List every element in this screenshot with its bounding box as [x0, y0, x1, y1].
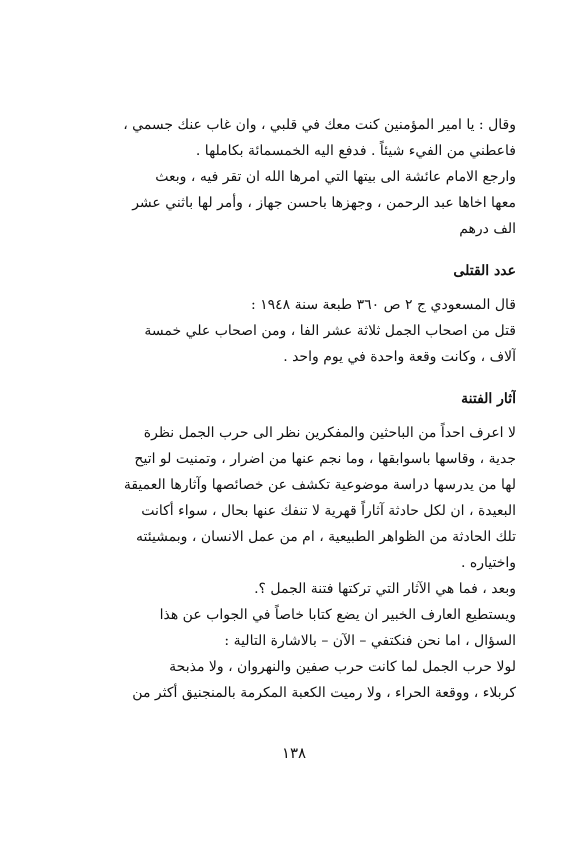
body-line: الف درهم — [459, 221, 516, 237]
body-line: وبعد ، فما هي الآثار التي تركتها فتنة الجمل ؟. — [254, 581, 516, 597]
page-text-body — [62, 112, 516, 706]
body-line: معها اخاها عبد الرحمن ، وجهزها باحسن جهاز ، وأمر لها باثني عشر — [132, 195, 516, 211]
page-number: ١٣٨ — [281, 744, 307, 762]
body-line: جدية ، وقاسها باسوابقها ، وما نجم عنها من اضرار ، وتمنيت لو اتيح — [134, 451, 516, 467]
body-line: البعيدة ، ان لكل حادثة آثاراً قهرية لا تنفك عنها بحال ، سواء أكانت — [141, 503, 516, 519]
body-line: لها من يدرسها دراسة موضوعية تكشف عن خصائصها وآثارها العميقة — [123, 477, 516, 493]
body-line: ويستطيع العارف الخبير ان يضع كتابا خاصاً في الجواب عن هذا — [159, 607, 516, 623]
spacer — [62, 242, 516, 258]
body-line: كربلاء ، ووقعة الحراء ، ولا رميت الكعبة المكرمة بالمنجنيق أكثر من — [132, 685, 516, 701]
body-line: آلاف ، وكانت وقعة واحدة في يوم واحد . — [283, 349, 516, 365]
spacer — [62, 284, 516, 292]
body-line: وقال : يا امير المؤمنين كنت معك في قلبي ، وان غاب عنك جسمي ، — [123, 117, 516, 133]
body-line: فاعطني من الفيء شيئاً . فدفع اليه الخمسمائة بكاملها . — [195, 143, 516, 159]
spacer — [62, 412, 516, 420]
body-line: واختياره . — [460, 555, 516, 571]
section-heading-effects: آثار الفتنة — [461, 391, 516, 407]
body-line: قتل من اصحاب الجمل ثلاثة عشر الفا ، ومن اصحاب علي خمسة — [144, 323, 516, 339]
body-line: لولا حرب الجمل لما كانت حرب صفين والنهروان ، ولا مذبحة — [169, 659, 516, 675]
body-line: تلك الحادثة من الظواهر الطبيعية ، ام من عمل الانسان ، وبمشيئته — [135, 529, 516, 545]
body-line: السؤال ، اما نحن فنكتفي – الآن – بالاشارة التالية : — [224, 633, 516, 649]
spacer — [62, 370, 516, 386]
body-line: لا اعرف احداً من الباحثين والمفكرين نظر الى حرب الجمل نظرة — [143, 425, 516, 441]
body-line: وارجع الامام عائشة الى بيتها التي امرها الله ان تقر فيه ، وبعث — [155, 169, 516, 185]
section-heading-casualties: عدد القتلى — [453, 263, 516, 279]
body-line: قال المسعودي ج ٢ ص ٣٦٠ طبعة سنة ١٩٤٨ : — [250, 297, 516, 313]
